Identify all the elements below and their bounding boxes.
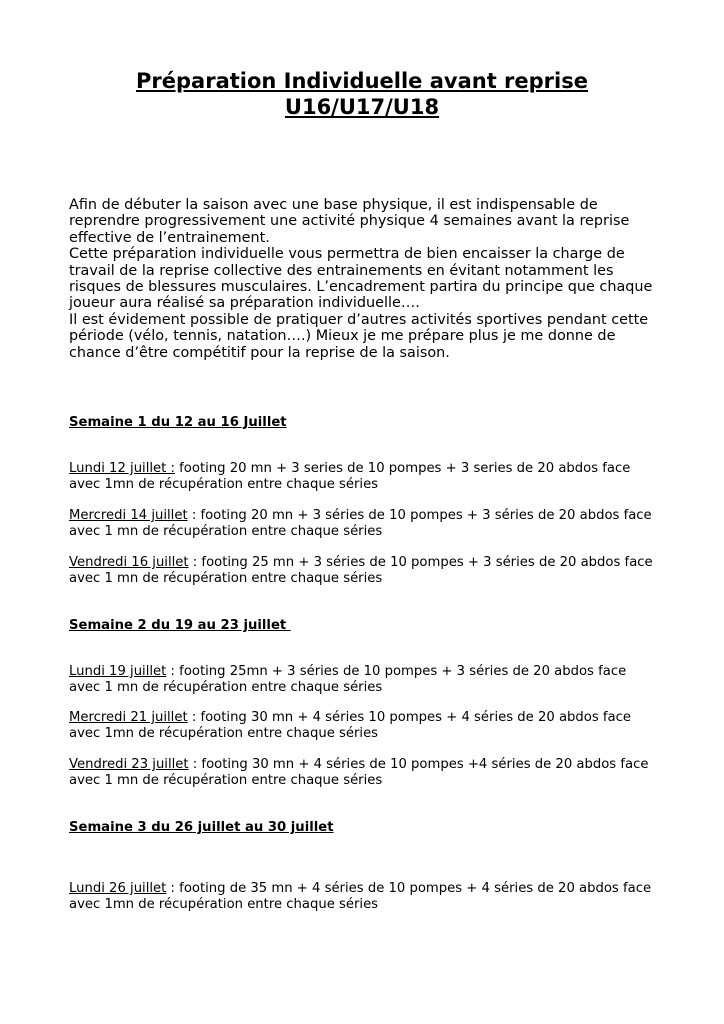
- week-3-heading: Semaine 3 du 26 juillet au 30 juillet: [69, 820, 334, 835]
- session-day: Lundi 19 juillet: [69, 664, 167, 679]
- session-entry: [69, 757, 659, 789]
- session-text: : footing 30 mn + 4 séries 10 pompes + 4 séries de 20 abdos face avec 1mn de récupération entre chaque séries: [69, 710, 631, 741]
- session-text: : footing 20 mn + 3 séries de 10 pompes + 3 séries de 20 abdos face avec 1 mn de récupération entre chaque séries: [69, 508, 652, 539]
- session-text: : footing 30 mn + 4 séries de 10 pompes +4 séries de 20 abdos face avec 1 mn de récupération entre chaque séries: [69, 757, 649, 788]
- title-line-2: U16/U17/U18: [284, 95, 440, 119]
- session-day: Vendredi 23 juillet: [69, 757, 189, 772]
- session-day: Mercredi 14 juillet: [69, 508, 188, 523]
- intro-paragraph: Il est évidement possible de pratiquer d’autres activités sportives pendant cette période (vélo, tennis, natation….) Mieux je me prépare plus je me donne de chance d’être compétitif pour la reprise de la saison.: [69, 311, 649, 361]
- session-entry: [69, 461, 659, 493]
- title-line-1: Préparation Individuelle avant reprise: [136, 69, 588, 93]
- page-title: [0, 68, 724, 120]
- intro-text: [69, 197, 659, 361]
- session-day: Vendredi 16 juillet: [69, 555, 189, 570]
- session-day: Lundi 26 juillet: [69, 881, 167, 896]
- session-day: Mercredi 21 juillet: [69, 710, 188, 725]
- session-text: : footing 25mn + 3 séries de 10 pompes + 3 séries de 20 abdos face avec 1 mn de récupération entre chaque séries: [69, 664, 627, 695]
- session-entry: [69, 508, 659, 540]
- intro-paragraph: Cette préparation individuelle vous permettra de bien encaisser la charge de travail de la reprise collective des entrainements en évitant notamment les risques de blessures musculaires. L’encadrement partira du principe que chaque joueur aura réalisé sa préparation individuelle….: [69, 246, 653, 312]
- intro-paragraph: Afin de débuter la saison avec une base physique, il est indispensable de reprendre progressivement une activité physique 4 semaines avant la reprise effective de l’entrainement.: [69, 197, 630, 246]
- session-entry: [69, 664, 659, 696]
- session-day: Lundi 12 juillet :: [69, 461, 175, 476]
- session-text: : footing 25 mn + 3 séries de 10 pompes + 3 séries de 20 abdos face avec 1 mn de récupération entre chaque séries: [69, 555, 653, 586]
- week-1-heading: Semaine 1 du 12 au 16 Juillet: [69, 415, 287, 430]
- session-entry: [69, 555, 659, 587]
- session-entry: [69, 881, 659, 913]
- session-text: : footing de 35 mn + 4 séries de 10 pompes + 4 séries de 20 abdos face avec 1mn de récupération entre chaque séries: [69, 881, 652, 912]
- session-text: footing 20 mn + 3 series de 10 pompes + 3 series de 20 abdos face avec 1mn de récupération entre chaque séries: [69, 461, 631, 492]
- week-2-heading: Semaine 2 du 19 au 23 juillet: [69, 618, 291, 633]
- session-entry: [69, 710, 659, 742]
